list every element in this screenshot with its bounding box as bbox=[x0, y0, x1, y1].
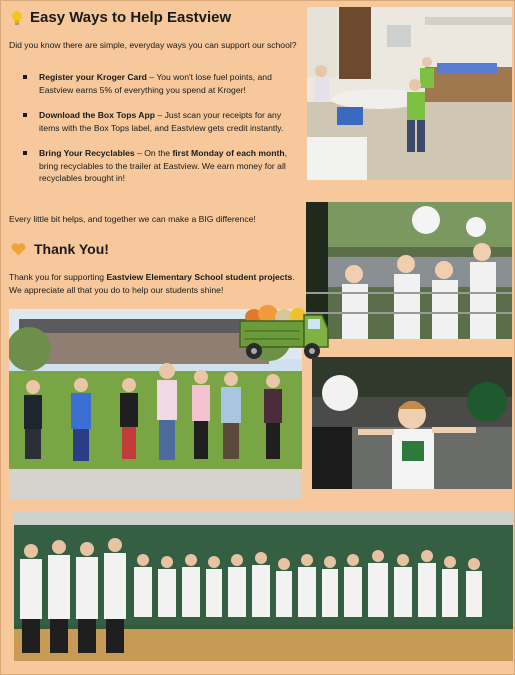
pumpkin-truck-illustration bbox=[234, 297, 332, 365]
list-item bbox=[17, 71, 293, 96]
item-lead: Download the Box Tops App bbox=[39, 110, 156, 120]
photo-cheerleaders bbox=[306, 202, 512, 339]
list-item bbox=[17, 109, 293, 134]
list-item bbox=[17, 147, 293, 185]
summary-text: Every little bit helps, and together we can make a BIG difference! bbox=[9, 214, 256, 224]
thanks-text-start: Thank you for supporting bbox=[9, 272, 107, 282]
help-list bbox=[17, 71, 293, 198]
photo-young-cheerleader bbox=[312, 357, 512, 489]
thanks-text-end: . We appreciate all that you do to help our students shine! bbox=[9, 272, 295, 295]
item-lead: Register your Kroger Card bbox=[39, 72, 147, 82]
item-text: – On the bbox=[134, 148, 173, 158]
intro-text: Did you know there are simple, everyday ways you can support our school? bbox=[9, 40, 297, 50]
section-header-thanks bbox=[11, 241, 109, 257]
photo-classroom bbox=[307, 7, 512, 180]
lightbulb-icon bbox=[10, 10, 24, 26]
thanks-title: Thank You! bbox=[34, 241, 109, 257]
item-text: , bring recyclables to the trailer at Eastview. We earn money for all recyclables brought in! bbox=[39, 148, 288, 183]
photo-group-gym bbox=[14, 511, 513, 661]
section-header-help bbox=[10, 9, 231, 26]
heart-icon bbox=[11, 243, 26, 256]
item-lead: Bring Your Recyclables bbox=[39, 148, 135, 158]
item-text: – You won't lose fuel points, and Eastview earns 5% of everything you spend at Kroger! bbox=[39, 72, 272, 95]
page-title: Easy Ways to Help Eastview bbox=[30, 9, 232, 26]
item-emph: first Monday of each month bbox=[172, 148, 285, 158]
thanks-text bbox=[9, 271, 301, 296]
item-text: – Just scan your receipts for any items with the Box Tops label, and Eastview gets credit instantly. bbox=[39, 110, 284, 133]
thanks-emph: Eastview Elementary School student projects bbox=[106, 272, 293, 282]
